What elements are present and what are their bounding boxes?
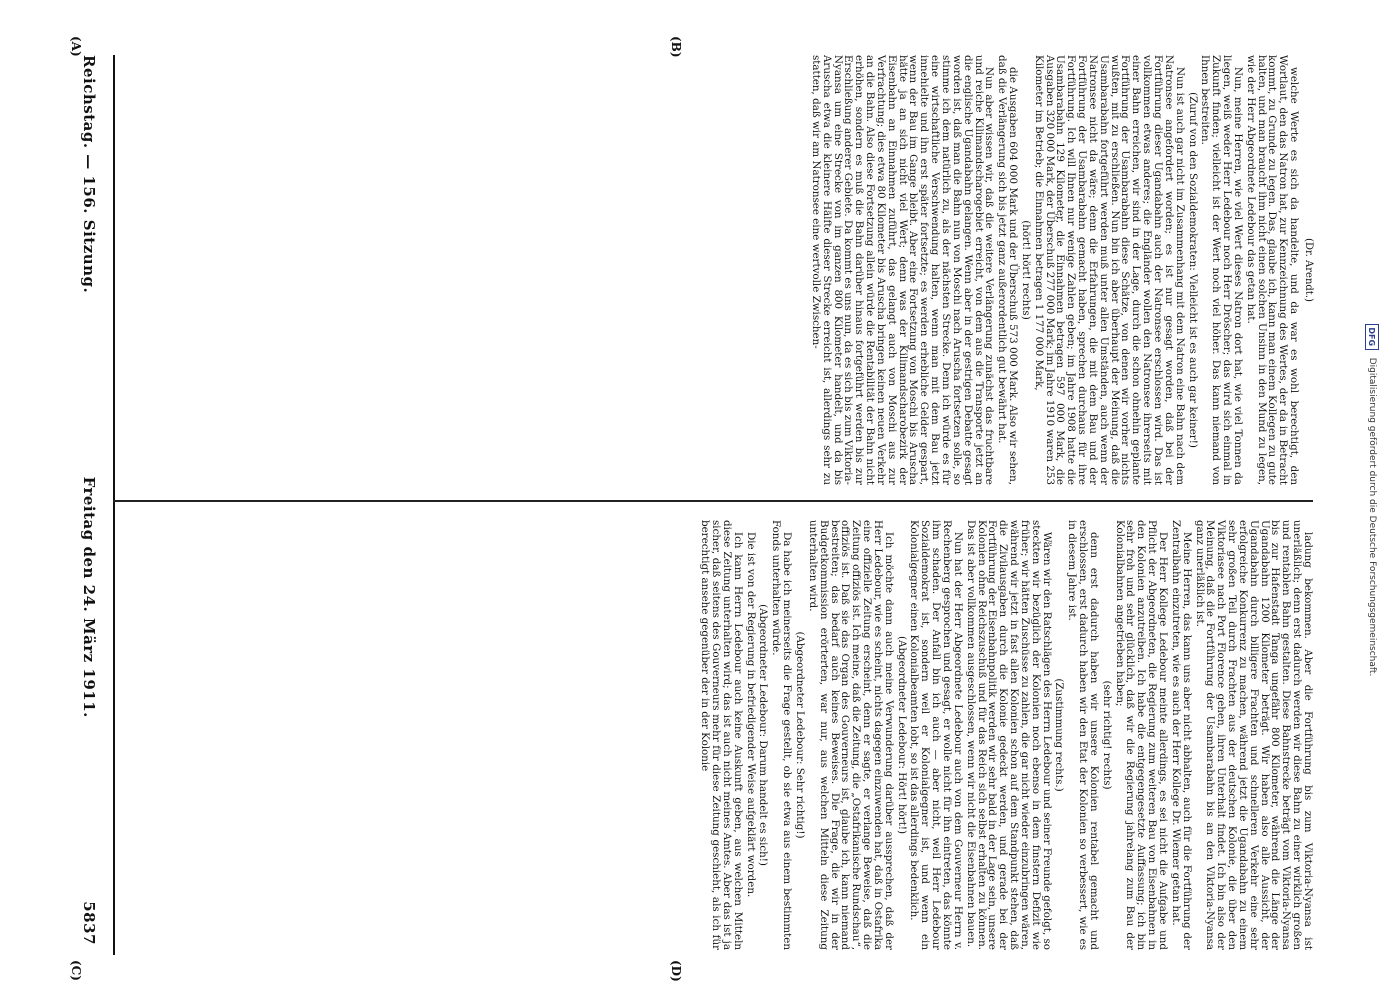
interjection: (sehr richtig! rechts) <box>1100 680 1113 790</box>
left-column <box>51 55 1313 485</box>
paragraph: die Ausgaben 604 000 Mark und der Überschuß 573 000 Mark. Also wir sehen, daß die Verlängerung sich bis jetzt ganz außerordentlich gut bewährt hat. <box>996 55 1020 485</box>
digitization-text: Digitalisierung gefördert durch die Deutsche Forschungsgemeinschaft. <box>1367 357 1377 677</box>
paragraph: ladung bekommen. Aber die Fortführung bis zum Viktoria-Nyansa ist unerläßlich; denn erst dadurch werden wir diese Bahn zu einer wirklich großen und rentablen Bahn gestalten. Diese Bahnstrecke beträgt vom Viktoria-Nyansa bis zur Hafenstadt Tanga ungefähr 800 Kilometer, während die Länge der Ugandabahn 1200 Kilometer beträgt. Wir haben also alle Aussicht, der Ugandabahn durch billigere Frachten und schnelleren Verkehr eine sehr erfolgreiche Konkurrenz zu machen, während jetzt die Ugandabahn zu einem sehr großen Teil durch Frachten aus der deutschen Kolonie, die über den Viktoriasee nach Port Florence gehen, ihren Unterhalt findet. Ich bin also der Meinung, daß die Fortführung der Usambarabahn bis an den Viktoria-Nyansa ganz unerläßlich ist. <box>1193 520 1314 950</box>
page-number: 5837 <box>80 901 98 945</box>
column-divider <box>113 500 1313 502</box>
margin-mark-a: (A) <box>69 36 83 57</box>
digitization-footer <box>1361 0 1383 1000</box>
paragraph: Meine Herren, das kann uns aber nicht abhalten, auch für die Fortführung der Zentralbahn einzutreten, wie es auch der Herr Kollege Dr. Wiemer getan hat. <box>1169 520 1193 950</box>
margin-mark-c: (C) <box>69 960 83 981</box>
paragraph: Die ist von der Regierung in befriedigender Weise aufgeklärt worden. <box>744 532 757 898</box>
interjection: (Abgeordneter Ledebour: Hört! hört!) <box>895 636 908 834</box>
paragraph: welche Werte es sich da handelte, und da war es wohl berechtigt, den Wortlaut, den das Natron hat, zur Kennzeichnung des Wertes, der da in Betracht kommt, zu Grunde zu legen. Das, glaube ich, kann man einem Kollegen zu gute halten, und man braucht ihm nicht einen solchen Unsinn in den Mund zu legen, wie der Herr Abgeordnete Ledebour das getan hat. <box>1244 55 1301 485</box>
paragraph: Nun, meine Herren, wie viel Wert dieses Natron dort hat, wie viel Tonnen da liegen, weiß weder Herr Ledebour noch Herr Dröscher; das wird sich einmal in Zukunft finden; vielleicht ist der Wert noch viel höher. Das kann niemand von Ihnen bestreiten. <box>1199 55 1244 485</box>
paragraph: Wären wir den Ratschlägen des Herrn Ledebour und seiner Freunde gefolgt, so steckten wir bezüglich der Kolonien noch ebenso in dem finstern Defizit wie früher; wir hätten Zuschüsse zu zahlen, die gar nicht wieder einzubringen wären, während wir jetzt in fast allen Kolonien schon auf dem Standpunkt stehen, daß die Zivilausgaben durch die Kolonie gedeckt werden, und gerade bei der Fortführung der Eisenbahnpolitik werden wir sehr bald in der Lage sein, unsere Kolonien ohne Reichszuschuß und für das Reich sich selbst erhalten zu können. Das ist aber vollkommen ausgeschlossen, wenn wir nicht die Eisenbahnen bauen. <box>964 520 1053 950</box>
interjection: (Abgeordneter Ledebour: Darum handelt es sich!) <box>757 604 770 866</box>
paragraph: denn erst dadurch haben wir unsere Kolonien rentabel gemacht und erschlossen, erst dadurch haben wir den Etat der Kolonien so verbessert, wie es in diesem Jahre ist. <box>1066 520 1100 950</box>
dfg-logo: DFG <box>1365 324 1379 350</box>
paragraph: Ich kann Herrn Ledebour auch keine Auskunft geben, aus welchen Mitteln diese Zeitung unterhalten wird; das ist auch nicht meines Amtes. Aber das ist ja sicher, daß seitens des Gouverneurs mehr für diese Zeitung geschieht, als ich für berechtigt ansehe gegenüber der in der Kolonie <box>699 520 744 950</box>
right-column <box>51 520 1313 950</box>
margin-mark-d: (D) <box>669 960 683 982</box>
interjection: (Zustimmung rechts.) <box>1053 678 1066 792</box>
page-title: Reichstag. — 156. Sitzung. <box>80 55 98 294</box>
interjection: (Zuruf von den Sozialdemokraten: Vielleicht ist es auch gar keiner!) <box>1186 92 1199 448</box>
paragraph: Ich möchte dann auch meine Verwunderung darüber aussprechen, daß der Herr Ledebour, wie es scheint, nichts dagegen einzuwenden hat, daß in Ostafrika eine offizielle Zeitung erscheint, denn er sagte, er verlange Beweise, daß die Zeitung offiziös ist. Ich meine, daß die Zeitung, die „Ostafrikanische Rundschau“, offiziös ist. Daß sie das Organ des Gouverneurs ist, glaube ich, kann niemand bestreiten; das bedarf auch keines Beweises. Die Frage, die wir in der Budgetkommission erörterten, war nur, aus welchen Mitteln diese Zeitung unterhalten wird. <box>806 520 895 950</box>
margin-mark-b: (B) <box>669 36 683 58</box>
interjection: (hört! hört! rechts) <box>1019 220 1032 320</box>
paragraph: Nun ist auch gar nicht im Zusammenhang mit dem Natron eine Bahn nach dem Natronsee angefordert worden; es ist nur gesagt worden, daß bei der Fortführung dieser Ugandabahn auch der Natronsee erschlossen wird. Das ist vollkommen etwas anderes; die Engländer wollen den Natronsee ihrerseits mit einer Bahn erreichen, wir sind in der Lage, durch die schon ohnehin geplante Fortführung der Usambarabahn diese Schätze, von denen wir vorher nichts wußten, mit zu erschließen. Nun bin ich aber überhaupt der Meinung, daß die Usambarabahn fortgeführt werden muß unter allen Umständen, auch wenn der Natronsee nicht da wäre; denn die Erfahrungen, die mit dem Bau und der Fortführung der Usambarabahn gemacht haben, sprechen durchaus für ihre Fortführung. Ich will Ihnen nur wenige Zahlen geben; im Jahre 1908 hatte die Usambarabahn 129 Kilometer, die Einnahmen betragen 597 000 Mark, die Ausgaben 320 000 Mark, der Überschuß 277 000 Mark; im Jahre 1910 waren 253 Kilometer im Betrieb; die Einnahmen betragen 1 177 000 Mark, <box>1032 55 1186 485</box>
paragraph: Da habe ich meinerseits die Frage gestellt, ob sie etwa aus einem bestimmten Fonds unterhalten würde. <box>770 520 794 950</box>
paragraph: Der Herr Kollege Ledebour meinte allerdings, es sei nicht die Aufgabe und Pflicht der Abgeordneten, die Regierung zum weiteren Bau von Eisenbahnen in den Kolonien anzutreiben. Ich habe die entgegengesetzte Auffassung; ich bin sehr froh und sehr glücklich, daß wir die Regierung jahrelang zum Bau der Kolonialbahnen angetrieben haben; <box>1113 520 1170 950</box>
page-date: Freitag den 24. März 1911. <box>80 476 98 718</box>
speaker-label: (Dr. Arendt.) <box>1303 238 1314 302</box>
paragraph: Nun hat der Herr Abgeordnete Ledebour auch von dem Gouverneur Herrn v. Rechenberg gesprochen und gesagt, er wolle nicht für ihn eintreten, das könnte ihm schaden. Der Anfall bin ich auch — aber nicht, weil Herr Ledebour Sozialdemokrat ist, sondern weil er Kolonialgegner ist, und wenn ein Kolonialgegner einen Kolonialbeamten lobt, so ist das allerdings bedenklich. <box>908 520 964 950</box>
interjection: (Abgeordneter Ledebour: Sehr richtig!) <box>794 631 807 839</box>
paragraph: Nun aber wissen wir, daß die weitere Verlängerung zunächst das fruchtbare und reiche Kilimandscharogebiet erreicht, von dem aus die Transporte jetzt an die englische Ugandabahn gelangen. Wenn aber in der gestrigen Debatte gesagt worden ist, daß man die Bahn nun von Moschi nach Aruscha fortsetzen solle, so stimme ich dem natürlich zu, als der nächsten Strecke. Denn ich würde es für eine wirtschaftliche Verschwendung halten, wenn man mit dem Bau jetzt innehielte und ihn erst später fortsetzte; es werden erhebliche Gelder gespart, wenn der Bau im Gange bleibt. Aber eine Fortsetzung von Moschi bis Aruscha hätte ja an sich nicht viel Wert; denn was der Kilimandscharobezirk der Eisenbahn an Einnahmen zuführt, das gelangt auch von Moschi aus zur Verfrachtung; dies etwa 80 Kilometer bis Aruscha bringen keinen neuen Verkehr an die Bahn. Also diese Fortsetzung allein würde die Rentabilität der Bahn nicht erhöhen, sondern es muß die Bahn darüber hinaus fortgeführt werden bis zur Erschließung anderer Gebiete. Da kommt es uns nun, da es sich bis zum Viktoria-Nyansa um eine Strecke von im ganzen 800 Kilometer handelt, und da bis Aruscha etwa die kleinere Hälfte dieser Strecke erreicht ist, allerdings sehr zu statten, daß wir am Natronsee eine wertvolle Zwischen- <box>809 55 996 485</box>
